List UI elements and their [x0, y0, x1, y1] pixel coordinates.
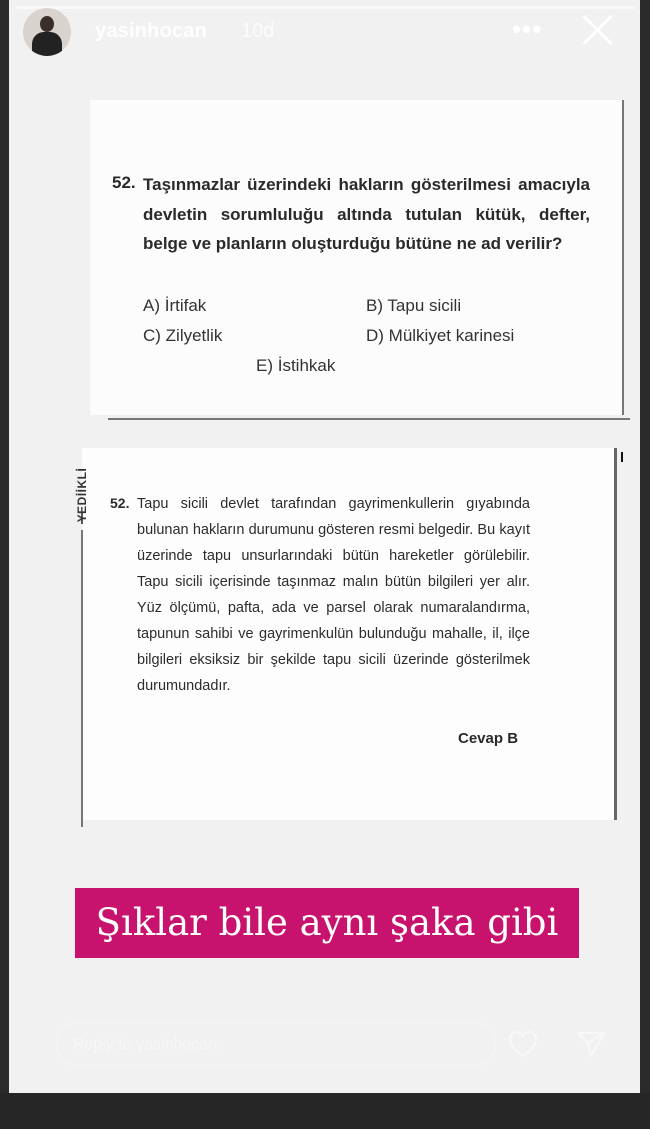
- answer-key: Cevap B: [458, 730, 519, 747]
- answer-number: 52.: [110, 495, 130, 511]
- story-progress-bar: [15, 6, 635, 9]
- story-time: 10d: [241, 20, 275, 42]
- option-c: C) Zilyetlik: [143, 326, 223, 345]
- caption-box: [75, 888, 579, 958]
- bottom-bar: [0, 1093, 650, 1129]
- caption-text: Şıklar bile aynı şaka gibi: [95, 901, 559, 944]
- send-icon[interactable]: [576, 1030, 606, 1058]
- reply-input[interactable]: Reply to yasinhocan: [56, 1022, 496, 1066]
- option-a: A) İrtifak: [143, 296, 207, 315]
- side-line: [81, 530, 83, 827]
- heart-icon[interactable]: [508, 1030, 538, 1058]
- username[interactable]: yasinhocan: [95, 20, 208, 42]
- page-mark: [621, 452, 623, 462]
- question-text: Taşınmazlar üzerindeki hakların gösterilmesi amacıyla devletin sorumluluğu altında tutulan kütük, defter, belge ve planların oluşturduğu bütüne ne ad verilir?: [143, 175, 590, 253]
- avatar-head: [40, 16, 54, 32]
- option-b: B) Tapu sicili: [366, 296, 462, 315]
- page-divider: [108, 418, 630, 420]
- side-label: YEDİİKLİ: [75, 467, 89, 523]
- question-number: 52.: [112, 173, 136, 192]
- more-options-icon[interactable]: •••: [512, 14, 543, 44]
- avatar[interactable]: [23, 8, 71, 56]
- close-icon[interactable]: [580, 12, 616, 48]
- avatar-body: [32, 32, 62, 56]
- option-d: D) Mülkiyet karinesi: [366, 326, 515, 345]
- answer-explanation: Tapu sicili devlet tarafından gayrimenkullerin gıyabında bulunan hakların durumunu gösteren resmi belgedir. Bu kayıt üzerinde tapu unsurlarındaki bütün hareketler görülebilir. Tapu sicili içerisinde taşınmaz malın bütün bilgileri yer alır. Yüz ölçümü, pafta, ada ve parsel olarak numaralandırma, tapunun sahibi ve gayrimenkulün bulunduğu mahalle, il, ilçe bilgileri eksiksiz bir şekilde tapu sicili üzerinde gösterilmek durumundadır.: [137, 496, 530, 694]
- option-e: E) İstihkak: [256, 356, 336, 375]
